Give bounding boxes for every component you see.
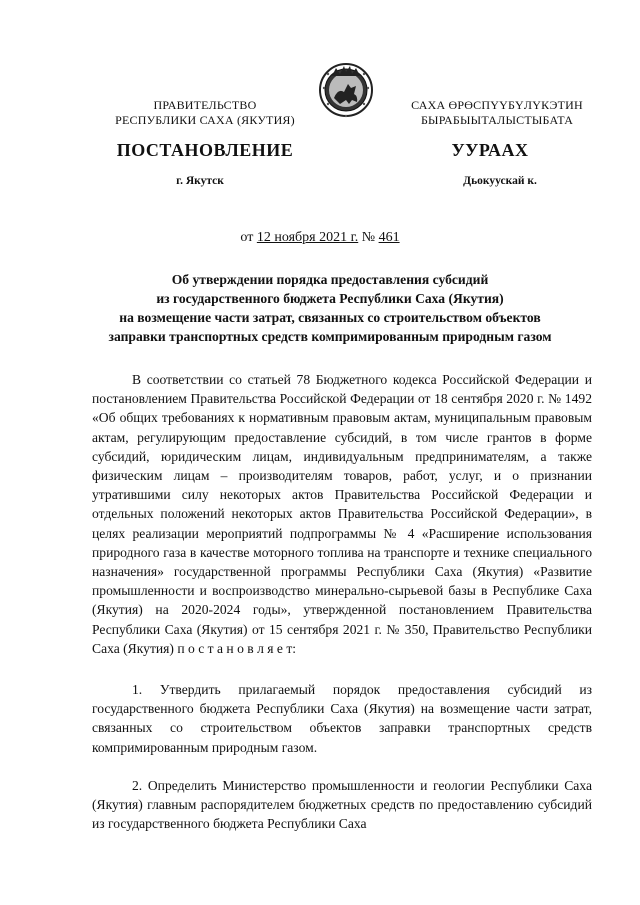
body-paragraph-preamble: В соответствии со статьей 78 Бюджетного кодекса Российской Федерации и постановлением Правительства Российской Федерации от 18 сентября 2020 г. № 1492 «Об общих требованиях к нормативным правовым актам, муниципальным правовым актам, регулирующим предоставление субсидий, в том числе грантов в форме субсидий, юридическим лицам, индивидуальным предпринимателям, а также физическим лицам – производителям товаров, работ, услуг, и о признании утратившими силу некоторых актов Правительства Российской Федерации и отдельных положений некоторых актов Правительства Российской Федерации», в целях реализации мероприятий подпрограммы № 4 «Расширение использования природного газа в качестве моторного топлива на транспорте и технике специального назначения» государственной программы Республики Саха (Якутия) «Развитие промышленности и воспроизводство минерально-сырьевой базы в Республике Саха (Якутия) на 2020-2024 годы», утвержденной постановлением Правительства Республики Саха (Якутия) от 15 сентября 2021 г. № 350, Правительство Республики Саха (Якутия) п о с т а н о в л я е т: bbox=[92, 372, 592, 656]
document-type-yakut: УУРААХ bbox=[451, 140, 529, 160]
title-line: из государственного бюджета Республики Саха (Якутия) bbox=[156, 291, 504, 306]
document-date-line bbox=[0, 230, 640, 246]
org-name-yakut-line2: БЫРАБЫЫТАЛЫСТЫБАТА bbox=[420, 113, 574, 127]
date-prefix: от bbox=[240, 230, 254, 245]
city-yakut: Дьокуускай к. bbox=[463, 175, 537, 187]
org-name-russian bbox=[80, 98, 330, 128]
title-line: Об утверждении порядка предоставления субсидий bbox=[171, 272, 489, 287]
number-sign: № bbox=[361, 230, 376, 245]
body-paragraph-item-2: 2. Определить Министерство промышленности и геологии Республики Саха (Якутия) главным распорядителем бюджетных средств по предоставлению субсидий из государственного бюджета Республики Саха bbox=[92, 778, 592, 832]
body-paragraph-item-1: 1. Утвердить прилагаемый порядок предоставления субсидий из государственного бюджета Республики Саха (Якутия) на возмещение части затрат, связанных со строительством объектов заправки транспортных средств компримированным природным газом. bbox=[92, 682, 592, 755]
title-line: на возмещение части затрат, связанных со строительством объектов bbox=[119, 310, 541, 325]
org-name-line2: РЕСПУБЛИКИ САХА (ЯКУТИЯ) bbox=[115, 113, 295, 127]
document-type-russian: ПОСТАНОВЛЕНИЕ bbox=[116, 140, 294, 160]
coat-of-arms-icon bbox=[318, 58, 374, 124]
org-name-yakut-line1: САХА ӨРӨСПҮҮБҮЛҮКЭТИН bbox=[411, 98, 583, 112]
document-number: 461 bbox=[378, 230, 400, 245]
org-name-line1: ПРАВИТЕЛЬСТВО bbox=[153, 98, 257, 112]
title-line: заправки транспортных средств компримированным природным газом bbox=[108, 329, 552, 344]
document-date: 12 ноября 2021 г. bbox=[256, 230, 359, 245]
city-russian: г. Якутск bbox=[176, 175, 224, 187]
org-name-yakut bbox=[372, 98, 622, 128]
document-title bbox=[80, 270, 580, 346]
